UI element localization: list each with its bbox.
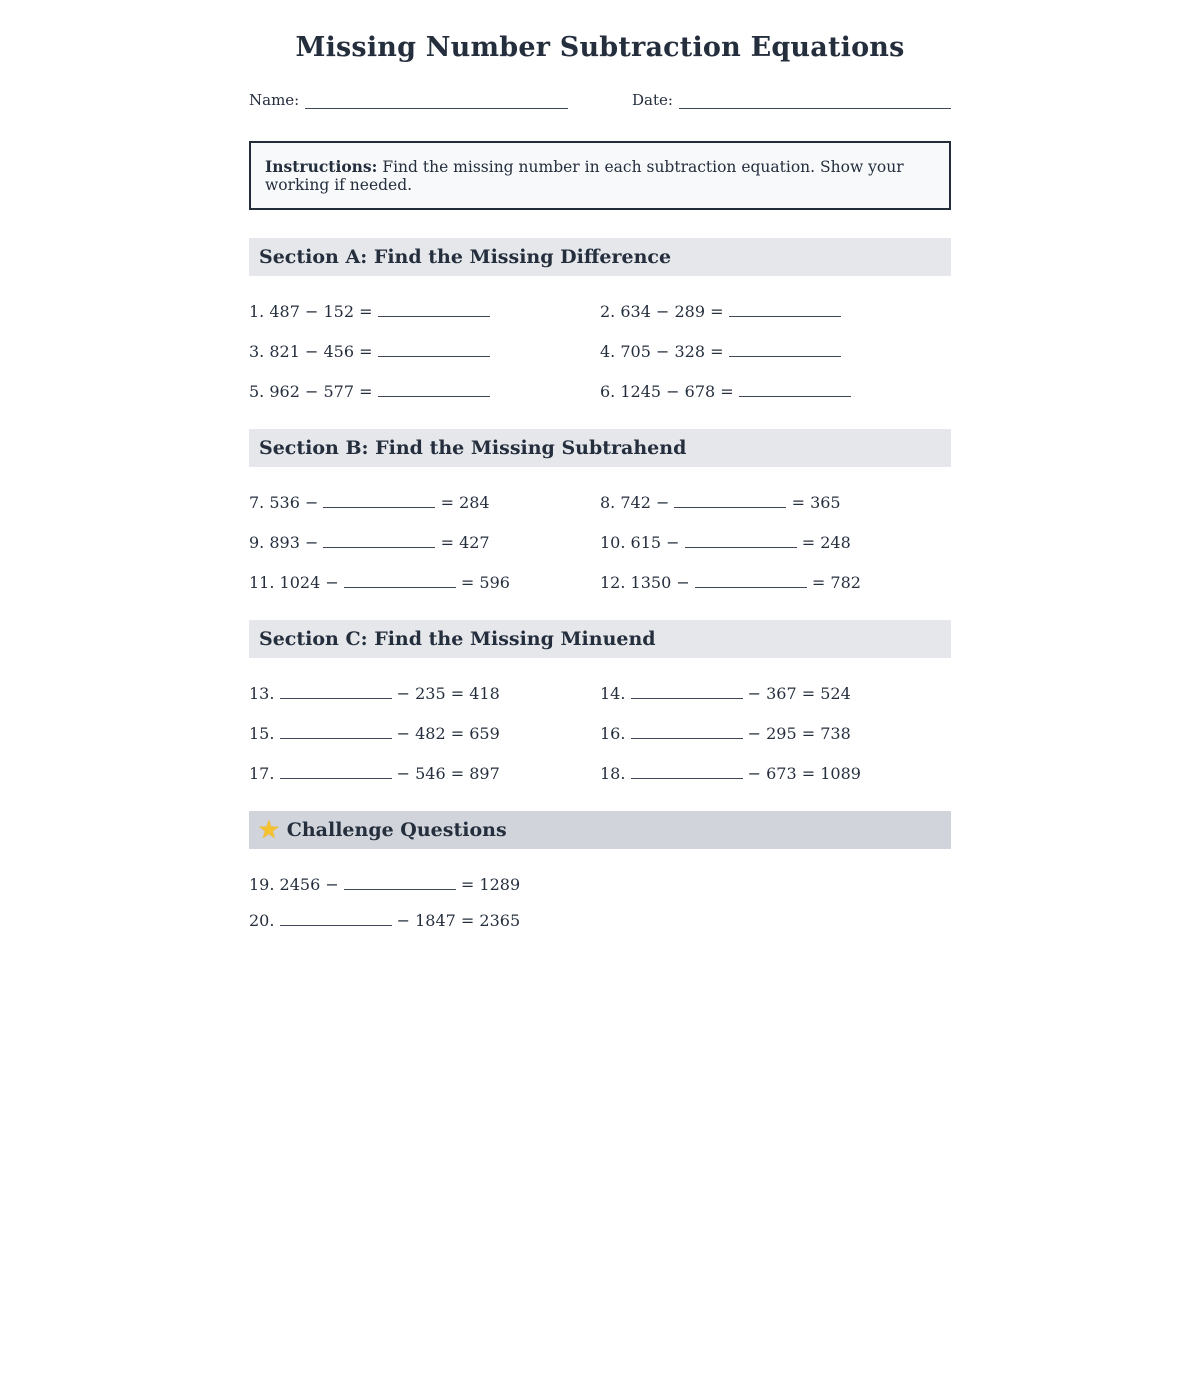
- answer-blank-line: [323, 494, 435, 508]
- question-number: 4.: [600, 342, 621, 361]
- question-number: 20.: [249, 911, 280, 930]
- equation-before-blank: 962 − 577 =: [269, 382, 378, 401]
- challenge-title: Challenge Questions: [286, 819, 507, 841]
- question-5: [249, 383, 600, 401]
- equation-before-blank: 893 −: [269, 533, 324, 552]
- question-14: [600, 685, 951, 703]
- question-number: 1.: [249, 302, 270, 321]
- name-field: [249, 91, 568, 109]
- challenge: [249, 811, 951, 930]
- question-number: 8.: [600, 493, 621, 512]
- instructions-label: Instructions:: [265, 157, 378, 176]
- equation-after-blank: = 782: [806, 573, 861, 592]
- equation-after-blank: = 248: [796, 533, 851, 552]
- question-number: 15.: [249, 724, 280, 743]
- equation-before-blank: 536 −: [269, 493, 324, 512]
- section-b-header: [249, 429, 951, 467]
- challenge-questions: [249, 876, 951, 930]
- question-3: [249, 343, 600, 361]
- answer-blank-line: [685, 534, 797, 548]
- section-a: [249, 238, 951, 401]
- question-number: 6.: [600, 382, 621, 401]
- equation-after-blank: = 1289: [455, 875, 521, 894]
- answer-blank-line: [378, 343, 490, 357]
- question-10: [600, 534, 951, 552]
- answer-blank-line: [631, 685, 743, 699]
- section-c: [249, 620, 951, 783]
- question-6: [600, 383, 951, 401]
- answer-blank-line: [280, 912, 392, 926]
- section-c-header: [249, 620, 951, 658]
- answer-blank-line: [378, 383, 490, 397]
- name-date-row: [249, 91, 951, 109]
- equation-after-blank: = 427: [435, 533, 490, 552]
- question-number: 9.: [249, 533, 270, 552]
- equation-after-blank: − 235 = 418: [391, 684, 500, 703]
- equation-after-blank: − 673 = 1089: [742, 764, 861, 783]
- star-icon: ★: [259, 817, 279, 843]
- name-write-line: [305, 92, 568, 109]
- section-b-title: Section B: Find the Missing Subtrahend: [259, 437, 687, 459]
- question-16: [600, 725, 951, 743]
- section-b-questions: [249, 494, 951, 592]
- question-15: [249, 725, 600, 743]
- equation-before-blank: 742 −: [620, 493, 675, 512]
- question-9: [249, 534, 600, 552]
- date-write-line: [679, 92, 951, 109]
- question-7: [249, 494, 600, 512]
- equation-after-blank: = 596: [455, 573, 510, 592]
- answer-blank-line: [344, 876, 456, 890]
- equation-after-blank: − 482 = 659: [391, 724, 500, 743]
- equation-after-blank: − 367 = 524: [742, 684, 851, 703]
- section-b: [249, 429, 951, 592]
- question-20: [249, 912, 951, 930]
- question-12: [600, 574, 951, 592]
- question-number: 13.: [249, 684, 280, 703]
- question-number: 12.: [600, 573, 631, 592]
- answer-blank-line: [674, 494, 786, 508]
- question-number: 14.: [600, 684, 631, 703]
- equation-after-blank: − 295 = 738: [742, 724, 851, 743]
- equation-before-blank: 821 − 456 =: [269, 342, 378, 361]
- question-4: [600, 343, 951, 361]
- instructions-text: Find the missing number in each subtraction equation. Show your working if needed.: [265, 158, 904, 194]
- challenge-header: [249, 811, 951, 849]
- answer-blank-line: [695, 574, 807, 588]
- date-label: Date:: [632, 91, 673, 109]
- question-13: [249, 685, 600, 703]
- answer-blank-line: [344, 574, 456, 588]
- question-11: [249, 574, 600, 592]
- answer-blank-line: [378, 303, 490, 317]
- answer-blank-line: [739, 383, 851, 397]
- equation-before-blank: 487 − 152 =: [269, 302, 378, 321]
- question-number: 2.: [600, 302, 621, 321]
- question-number: 16.: [600, 724, 631, 743]
- question-2: [600, 303, 951, 321]
- question-number: 10.: [600, 533, 631, 552]
- equation-after-blank: = 284: [435, 493, 490, 512]
- equation-before-blank: 1245 − 678 =: [620, 382, 739, 401]
- question-19: [249, 876, 951, 894]
- question-number: 18.: [600, 764, 631, 783]
- section-a-title: Section A: Find the Missing Difference: [259, 246, 672, 268]
- equation-after-blank: = 365: [786, 493, 841, 512]
- instructions-box: [249, 141, 951, 210]
- question-number: 7.: [249, 493, 270, 512]
- worksheet-title: Missing Number Subtraction Equations: [295, 32, 905, 63]
- question-number: 3.: [249, 342, 270, 361]
- answer-blank-line: [631, 765, 743, 779]
- question-number: 17.: [249, 764, 280, 783]
- section-c-questions: [249, 685, 951, 783]
- sections-container: [249, 238, 951, 930]
- answer-blank-line: [280, 685, 392, 699]
- equation-before-blank: 615 −: [630, 533, 685, 552]
- equation-before-blank: 705 − 328 =: [620, 342, 729, 361]
- question-number: 19.: [249, 875, 280, 894]
- question-1: [249, 303, 600, 321]
- section-a-header: [249, 238, 951, 276]
- equation-after-blank: − 546 = 897: [391, 764, 500, 783]
- worksheet-page: [249, 0, 951, 930]
- equation-before-blank: 1350 −: [630, 573, 695, 592]
- answer-blank-line: [729, 303, 841, 317]
- question-8: [600, 494, 951, 512]
- date-field: [632, 91, 951, 109]
- equation-before-blank: 2456 −: [279, 875, 344, 894]
- answer-blank-line: [729, 343, 841, 357]
- answer-blank-line: [631, 725, 743, 739]
- question-18: [600, 765, 951, 783]
- answer-blank-line: [323, 534, 435, 548]
- equation-after-blank: − 1847 = 2365: [391, 911, 521, 930]
- question-number: 11.: [249, 573, 280, 592]
- section-c-title: Section C: Find the Missing Minuend: [259, 628, 656, 650]
- answer-blank-line: [280, 725, 392, 739]
- section-a-questions: [249, 303, 951, 401]
- equation-before-blank: 1024 −: [279, 573, 344, 592]
- answer-blank-line: [280, 765, 392, 779]
- question-17: [249, 765, 600, 783]
- equation-before-blank: 634 − 289 =: [620, 302, 729, 321]
- question-number: 5.: [249, 382, 270, 401]
- name-label: Name:: [249, 91, 300, 109]
